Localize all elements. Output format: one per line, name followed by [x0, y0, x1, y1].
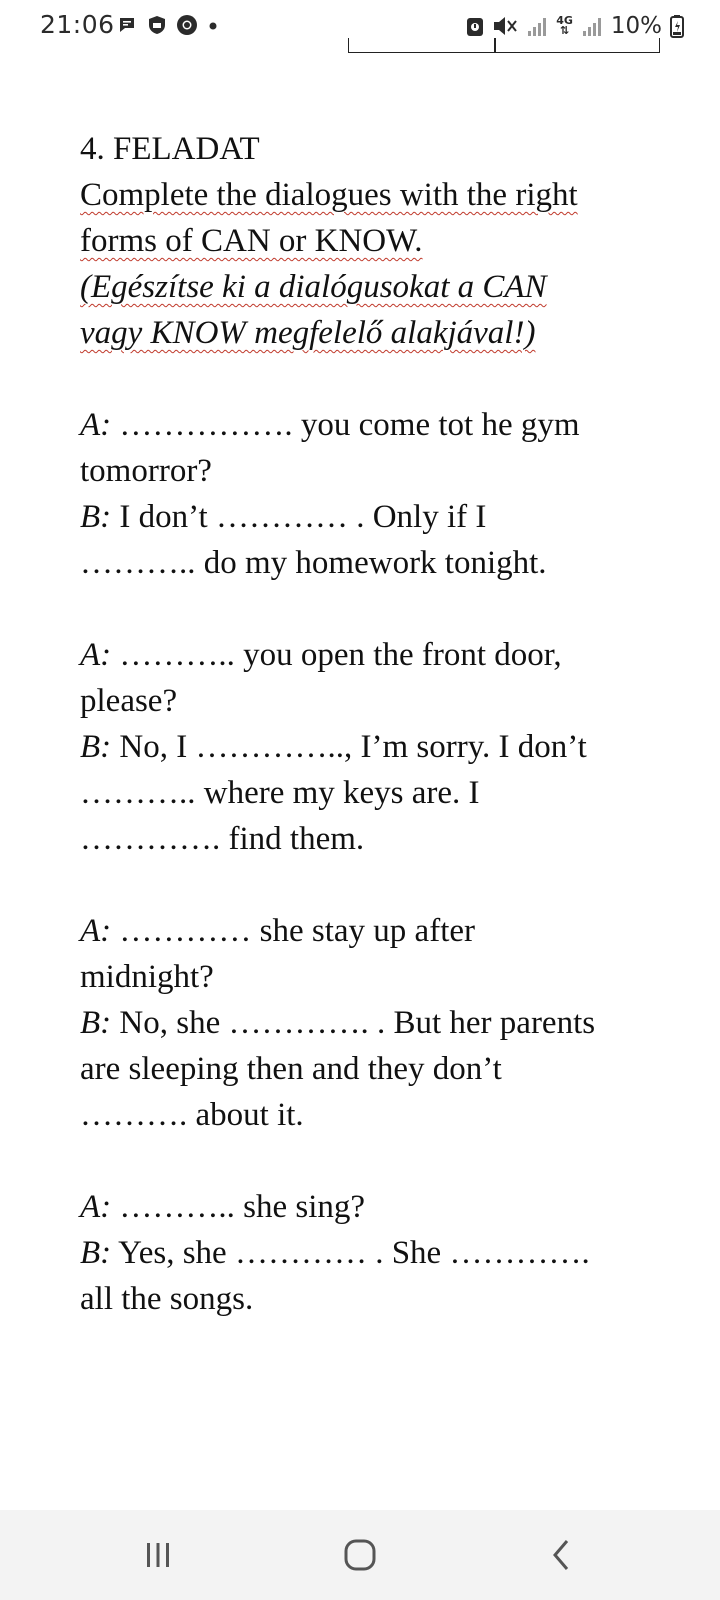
speaker-label: B: [80, 1005, 112, 1041]
dialogues-container [80, 356, 650, 1322]
recent-apps-icon [143, 1540, 173, 1570]
dialogue-spacer [80, 356, 650, 402]
dialogue-line [80, 540, 650, 586]
speaker-label: B: [80, 499, 112, 535]
dialogue-text: midnight? [80, 959, 214, 995]
signal-icon [526, 15, 548, 37]
speaker-label: A: [80, 1189, 112, 1225]
dialogue-text: ……….. she sing? [111, 1189, 366, 1225]
speaker-label: B: [80, 1235, 112, 1271]
instruction-hu-text-2: vagy KNOW megfelelő alakjával!) [80, 315, 536, 351]
data-arrows-icon: ⇅ [559, 24, 570, 37]
home-button[interactable] [330, 1530, 390, 1580]
network-label: 4G [556, 14, 573, 27]
dialogue-line [80, 448, 650, 494]
home-icon [343, 1538, 377, 1572]
signal-icon-2 [581, 15, 603, 37]
instruction-en-line-2 [80, 218, 650, 264]
notification-bubble-icon [116, 14, 138, 36]
status-time: 21:06 [40, 10, 115, 39]
instruction-en-line-1 [80, 172, 650, 218]
dialogue-text: No, she …………. . But her parents [111, 1005, 596, 1041]
dialogue-text: I don’t ………… . Only if I [111, 499, 487, 535]
alarm-lock-icon [466, 14, 484, 38]
table-border-remnant [348, 38, 660, 53]
back-icon [547, 1538, 577, 1572]
dialogue-text: please? [80, 683, 178, 719]
exercise-heading: 4. FELADAT [80, 131, 260, 167]
dialogue-text: No, I ………….., I’m sorry. I don’t [111, 729, 587, 765]
instruction-hu-line-1 [80, 264, 650, 310]
dialogue-text: ……….. where my keys are. I [80, 775, 480, 811]
dialogue-line [80, 908, 650, 954]
dialogue-text: ………… she stay up after [111, 913, 475, 949]
navigation-bar [0, 1510, 720, 1600]
back-button[interactable] [532, 1530, 592, 1580]
battery-percent: 10% [610, 13, 662, 39]
dialogue-text: tomorror? [80, 453, 212, 489]
chrome-icon [176, 14, 198, 36]
dialogue-text: ………. about it. [80, 1097, 304, 1133]
instruction-en-text-2: forms of CAN or KNOW. [80, 223, 423, 259]
dialogue-spacer [80, 1138, 650, 1184]
dialogue-line [80, 954, 650, 1000]
dialogue-text: ……………. you come tot he gym [111, 407, 580, 443]
dialogue-line [80, 494, 650, 540]
instruction-hu-text-1: (Egészítse ki a dialógusokat a CAN [80, 269, 547, 305]
dialogue-line [80, 770, 650, 816]
dialogue-line [80, 1046, 650, 1092]
status-system-icons [466, 13, 684, 39]
network-type-label [556, 16, 573, 36]
dialogue-line [80, 724, 650, 770]
dialogue-text: ……….. do my homework tonight. [80, 545, 547, 581]
dialogue-spacer [80, 862, 650, 908]
mute-icon [492, 14, 518, 38]
dialogue-line [80, 816, 650, 862]
status-notification-icons [116, 14, 220, 36]
speaker-label: B: [80, 729, 112, 765]
document-body [80, 126, 650, 1322]
dot-icon [206, 14, 220, 36]
battery-charging-icon [670, 14, 684, 38]
dialogue-line [80, 1092, 650, 1138]
dialogue-text: ……….. you open the front door, [111, 637, 562, 673]
dialogue-line [80, 1230, 650, 1276]
instruction-en-text-1: Complete the dialogues with the right [80, 177, 578, 213]
speaker-label: A: [80, 407, 112, 443]
recent-apps-button[interactable] [128, 1530, 188, 1580]
dialogue-spacer [80, 586, 650, 632]
shield-icon [146, 14, 168, 36]
dialogue-line [80, 678, 650, 724]
dialogue-line [80, 1276, 650, 1322]
dialogue-text: Yes, she ………… . She …………. [111, 1235, 590, 1271]
dialogue-line [80, 402, 650, 448]
dialogue-text: are sleeping then and they don’t [80, 1051, 502, 1087]
dialogue-text: all the songs. [80, 1281, 254, 1317]
speaker-label: A: [80, 637, 112, 673]
dialogue-line [80, 632, 650, 678]
instruction-hu-line-2 [80, 310, 650, 356]
dialogue-line [80, 1000, 650, 1046]
dialogue-line [80, 1184, 650, 1230]
dialogue-text: …………. find them. [80, 821, 365, 857]
speaker-label: A: [80, 913, 112, 949]
